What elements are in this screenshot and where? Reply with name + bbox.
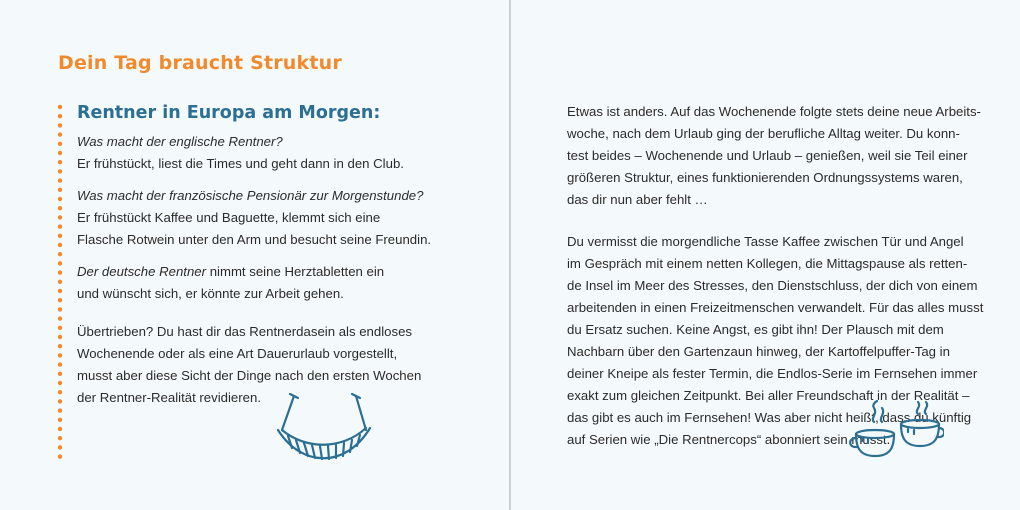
paragraph-line: auf Serien wie „Die Rentnercops“ abonniert sein musst.	[567, 432, 891, 447]
rule-dot	[58, 390, 62, 394]
rule-dot	[58, 105, 62, 109]
rule-dot	[58, 123, 62, 127]
rule-dot	[58, 289, 62, 293]
paragraph-line: Du vermisst die morgendliche Tasse Kaffee zwischen Tür und Angel	[567, 234, 964, 249]
rule-dot	[58, 436, 62, 440]
paragraph-line: Nachbarn über den Gartenzaun hinweg, der Kartoffelpuffer-Tag in	[567, 344, 950, 359]
answer-english: Er frühstückt, liest die Times und geht dann in den Club.	[77, 156, 404, 171]
joke-france	[77, 185, 487, 251]
coffee-cups-icon	[848, 400, 944, 462]
rule-dot	[58, 408, 62, 412]
rule-dot	[58, 132, 62, 136]
right-page	[511, 0, 1020, 510]
paragraph-line: deiner Kneipe als fester Termin, die Endlos-Serie im Fernsehen immer	[567, 366, 978, 381]
rule-dot	[58, 418, 62, 422]
paragraph-line: woche, nach dem Urlaub ging der berufliche Alltag weiter. Du konn-	[567, 126, 960, 141]
paragraph-line: musst aber diese Sicht der Dinge nach den ersten Wochen	[77, 368, 422, 383]
rule-dot	[58, 445, 62, 449]
page-title: Dein Tag braucht Struktur	[58, 52, 342, 74]
answer-german-line: nimmt seine Herztabletten ein	[206, 264, 385, 279]
rule-dot	[58, 381, 62, 385]
joke-germany	[77, 261, 487, 305]
paragraph-line: du Ersatz suchen. Keine Angst, es gibt ihn! Der Plausch mit dem	[567, 322, 944, 337]
answer-german-line: und wünscht sich, er könnte zur Arbeit gehen.	[77, 286, 344, 301]
paragraph-line: das gibt es auch im Fernsehen! Was aber nicht heißt, dass du künftig	[567, 410, 972, 425]
rule-dot	[58, 307, 62, 311]
rule-dot	[58, 169, 62, 173]
joke-england	[77, 131, 487, 175]
question-french: Was macht der französische Pensionär zur Morgenstunde?	[77, 188, 424, 203]
rule-dot	[58, 178, 62, 182]
answer-french-line: Flasche Rotwein unter den Arm und besucht seine Freundin.	[77, 232, 432, 247]
rule-dot	[58, 316, 62, 320]
rule-dot	[58, 234, 62, 238]
rule-dot	[58, 298, 62, 302]
paragraph-line: der Rentner-Realität revidieren.	[77, 390, 261, 405]
rule-dot	[58, 224, 62, 228]
paragraph-line: größeren Struktur, eines funktionierenden Ordnungssystems waren,	[567, 170, 963, 185]
rule-dot	[58, 142, 62, 146]
rule-dot	[58, 362, 62, 366]
rule-dot	[58, 215, 62, 219]
rule-dot	[58, 270, 62, 274]
rule-dot	[58, 261, 62, 265]
rule-dot	[58, 243, 62, 247]
paragraph-line: Wochenende oder als eine Art Dauerurlaub vorgestellt,	[77, 346, 398, 361]
dotted-rule	[56, 104, 64, 468]
left-page	[0, 0, 509, 510]
paragraph-line: arbeitenden in einen Freizeitmenschen verwandelt. Für das alles musst	[567, 300, 984, 315]
rule-dot	[58, 151, 62, 155]
rule-dot	[58, 454, 62, 458]
subject-german: Der deutsche Rentner	[77, 264, 207, 279]
rule-dot	[58, 252, 62, 256]
paragraph-line: Etwas ist anders. Auf das Wochenende folgte stets deine neue Arbeits-	[567, 104, 981, 119]
hammock-icon	[272, 390, 376, 462]
paragraph-line: exakt zum gleichen Zeitpunkt. Bei aller Freundschaft in der Realität –	[567, 388, 970, 403]
paragraph-line: de Insel im Meer des Stresses, den Dienstschluss, der dich von einem	[567, 278, 978, 293]
rule-dot	[58, 344, 62, 348]
rule-dot	[58, 206, 62, 210]
rule-dot	[58, 372, 62, 376]
paragraph-line: Übertrieben? Du hast dir das Rentnerdasein als endloses	[77, 324, 413, 339]
paragraph-line: das dir nun aber fehlt …	[567, 192, 708, 207]
rule-dot	[58, 427, 62, 431]
rule-dot	[58, 197, 62, 201]
rule-dot	[58, 326, 62, 330]
paragraph-line: test beides – Wochenende und Urlaub – genießen, weil sie Teil einer	[567, 148, 968, 163]
rule-dot	[58, 353, 62, 357]
paragraph-line: im Gespräch mit einem netten Kollegen, die Mittagspause als retten-	[567, 256, 968, 271]
paragraph-something-different	[567, 101, 997, 211]
section-subtitle: Rentner in Europa am Morgen:	[77, 103, 381, 123]
question-english: Was macht der englische Rentner?	[77, 134, 283, 149]
rule-dot	[58, 335, 62, 339]
rule-dot	[58, 114, 62, 118]
rule-dot	[58, 280, 62, 284]
rule-dot	[58, 188, 62, 192]
rule-dot	[58, 160, 62, 164]
left-body-text	[77, 131, 487, 419]
answer-french-line: Er frühstückt Kaffee und Baguette, klemmt sich eine	[77, 210, 381, 225]
rule-dot	[58, 399, 62, 403]
